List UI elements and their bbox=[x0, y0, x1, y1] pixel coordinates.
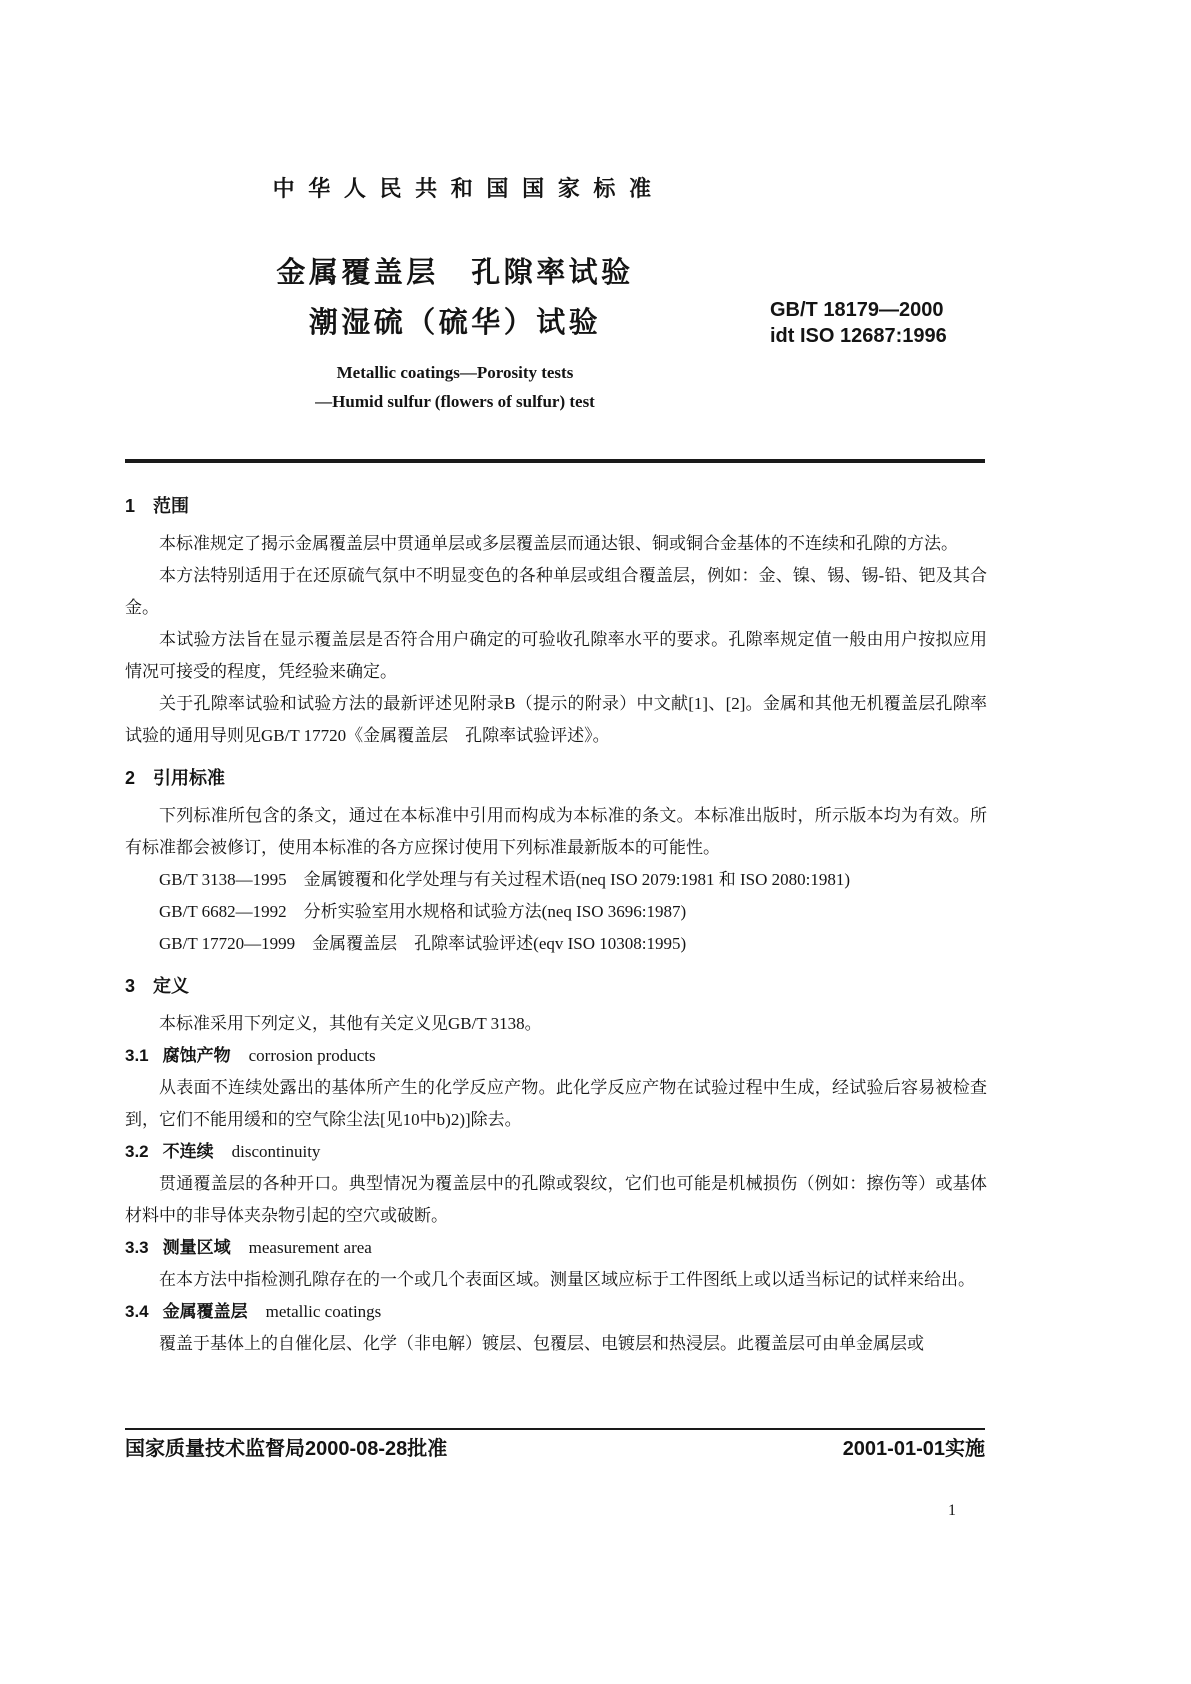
paragraph: 本标准规定了揭示金属覆盖层中贯通单层或多层覆盖层而通达银、铜或铜合金基体的不连续和孔隙的方法。 bbox=[159, 534, 958, 553]
paragraph: 本方法特别适用于在还原硫气氛中不明显变色的各种单层或组合覆盖层，例如：金、镍、锡、锡-铅、钯及其合金。 bbox=[125, 566, 987, 617]
definition-term-english: metallic coatings bbox=[265, 1302, 382, 1321]
definition-body: 覆盖于基体上的自催化层、化学（非电解）镀层、包覆层、电镀层和热浸层。此覆盖层可由单金属层或 bbox=[159, 1334, 924, 1353]
national-standard-header: 中华人民共和国国家标准 bbox=[272, 176, 665, 201]
definition-term: 不连续 bbox=[162, 1142, 214, 1161]
standard-number: GB/T 18179—2000 bbox=[770, 299, 944, 321]
definition-heading bbox=[125, 1136, 987, 1168]
title-block bbox=[125, 248, 785, 348]
definition-term: 测量区域 bbox=[162, 1238, 231, 1257]
definition-term: 腐蚀产物 bbox=[162, 1046, 231, 1065]
section-heading-references: 2 引用标准 bbox=[125, 768, 226, 788]
implementation-date: 2001-01-01实施 bbox=[842, 1438, 985, 1460]
english-title-line1: Metallic coatings—Porosity tests bbox=[336, 363, 574, 382]
reference-item: GB/T 3138—1995 金属镀覆和化学处理与有关过程术语(neq ISO 2079:1981 和 ISO 2080:1981) bbox=[159, 870, 851, 889]
english-title-block bbox=[125, 358, 785, 416]
definition-term-english: measurement area bbox=[248, 1238, 372, 1257]
paragraph: 关于孔隙率试验和试验方法的最新评述见附录B（提示的附录）中文献[1]、[2]。金属和其他无机覆盖层孔隙率试验的通用导则见GB/T 17720《金属覆盖层 孔隙率试验评述》。 bbox=[125, 694, 987, 745]
footer-divider bbox=[125, 1428, 985, 1430]
document-title-line1: 金属覆盖层 孔隙率试验 bbox=[276, 257, 634, 289]
approval-authority-date: 国家质量技术监督局2000-08-28批准 bbox=[125, 1438, 448, 1460]
standard-number-block bbox=[770, 297, 947, 349]
iso-equivalence: idt ISO 12687:1996 bbox=[770, 325, 947, 347]
definition-number: 3.3 bbox=[125, 1238, 149, 1257]
section-heading-definitions: 3 定义 bbox=[125, 976, 190, 996]
document-body bbox=[125, 490, 987, 1360]
definition-body: 贯通覆盖层的各种开口。典型情况为覆盖层中的孔隙或裂纹，它们也可能是机械损伤（例如：擦伤等）或基体材料中的非导体夹杂物引起的空穴或破断。 bbox=[125, 1174, 987, 1225]
definition-number: 3.2 bbox=[125, 1142, 149, 1161]
definition-body: 在本方法中指检测孔隙存在的一个或几个表面区域。测量区域应标于工件图纸上或以适当标记的试样来给出。 bbox=[159, 1270, 975, 1289]
title-divider bbox=[125, 459, 985, 463]
definition-body: 从表面不连续处露出的基体所产生的化学反应产物。此化学反应产物在试验过程中生成，经试验后容易被检查到，它们不能用缓和的空气除尘法[见10中b)2)]除去。 bbox=[125, 1078, 987, 1129]
paragraph: 本标准采用下列定义，其他有关定义见GB/T 3138。 bbox=[159, 1014, 542, 1033]
page-number: 1 bbox=[948, 1502, 956, 1519]
definition-heading bbox=[125, 1232, 987, 1264]
definition-heading bbox=[125, 1040, 987, 1072]
document-title-line2: 潮湿硫（硫华）试验 bbox=[308, 307, 602, 339]
english-title-line2: —Humid sulfur (flowers of sulfur) test bbox=[315, 392, 595, 411]
section-heading-scope: 1 范围 bbox=[125, 496, 190, 516]
definition-term: 金属覆盖层 bbox=[162, 1302, 248, 1321]
definition-term-english: corrosion products bbox=[248, 1046, 376, 1065]
footer bbox=[125, 1436, 985, 1462]
definition-number: 3.4 bbox=[125, 1302, 149, 1321]
definition-number: 3.1 bbox=[125, 1046, 149, 1065]
paragraph: 下列标准所包含的条文，通过在本标准中引用而构成为本标准的条文。本标准出版时，所示版本均为有效。所有标准都会被修订，使用本标准的各方应探讨使用下列标准最新版本的可能性。 bbox=[125, 806, 987, 857]
definition-term-english: discontinuity bbox=[231, 1142, 321, 1161]
reference-item: GB/T 6682—1992 分析实验室用水规格和试验方法(neq ISO 3696:1987) bbox=[159, 902, 687, 921]
reference-item: GB/T 17720—1999 金属覆盖层 孔隙率试验评述(eqv ISO 10308:1995) bbox=[159, 934, 687, 953]
definition-heading bbox=[125, 1296, 987, 1328]
paragraph: 本试验方法旨在显示覆盖层是否符合用户确定的可验收孔隙率水平的要求。孔隙率规定值一般由用户按拟应用情况可接受的程度，凭经验来确定。 bbox=[125, 630, 987, 681]
